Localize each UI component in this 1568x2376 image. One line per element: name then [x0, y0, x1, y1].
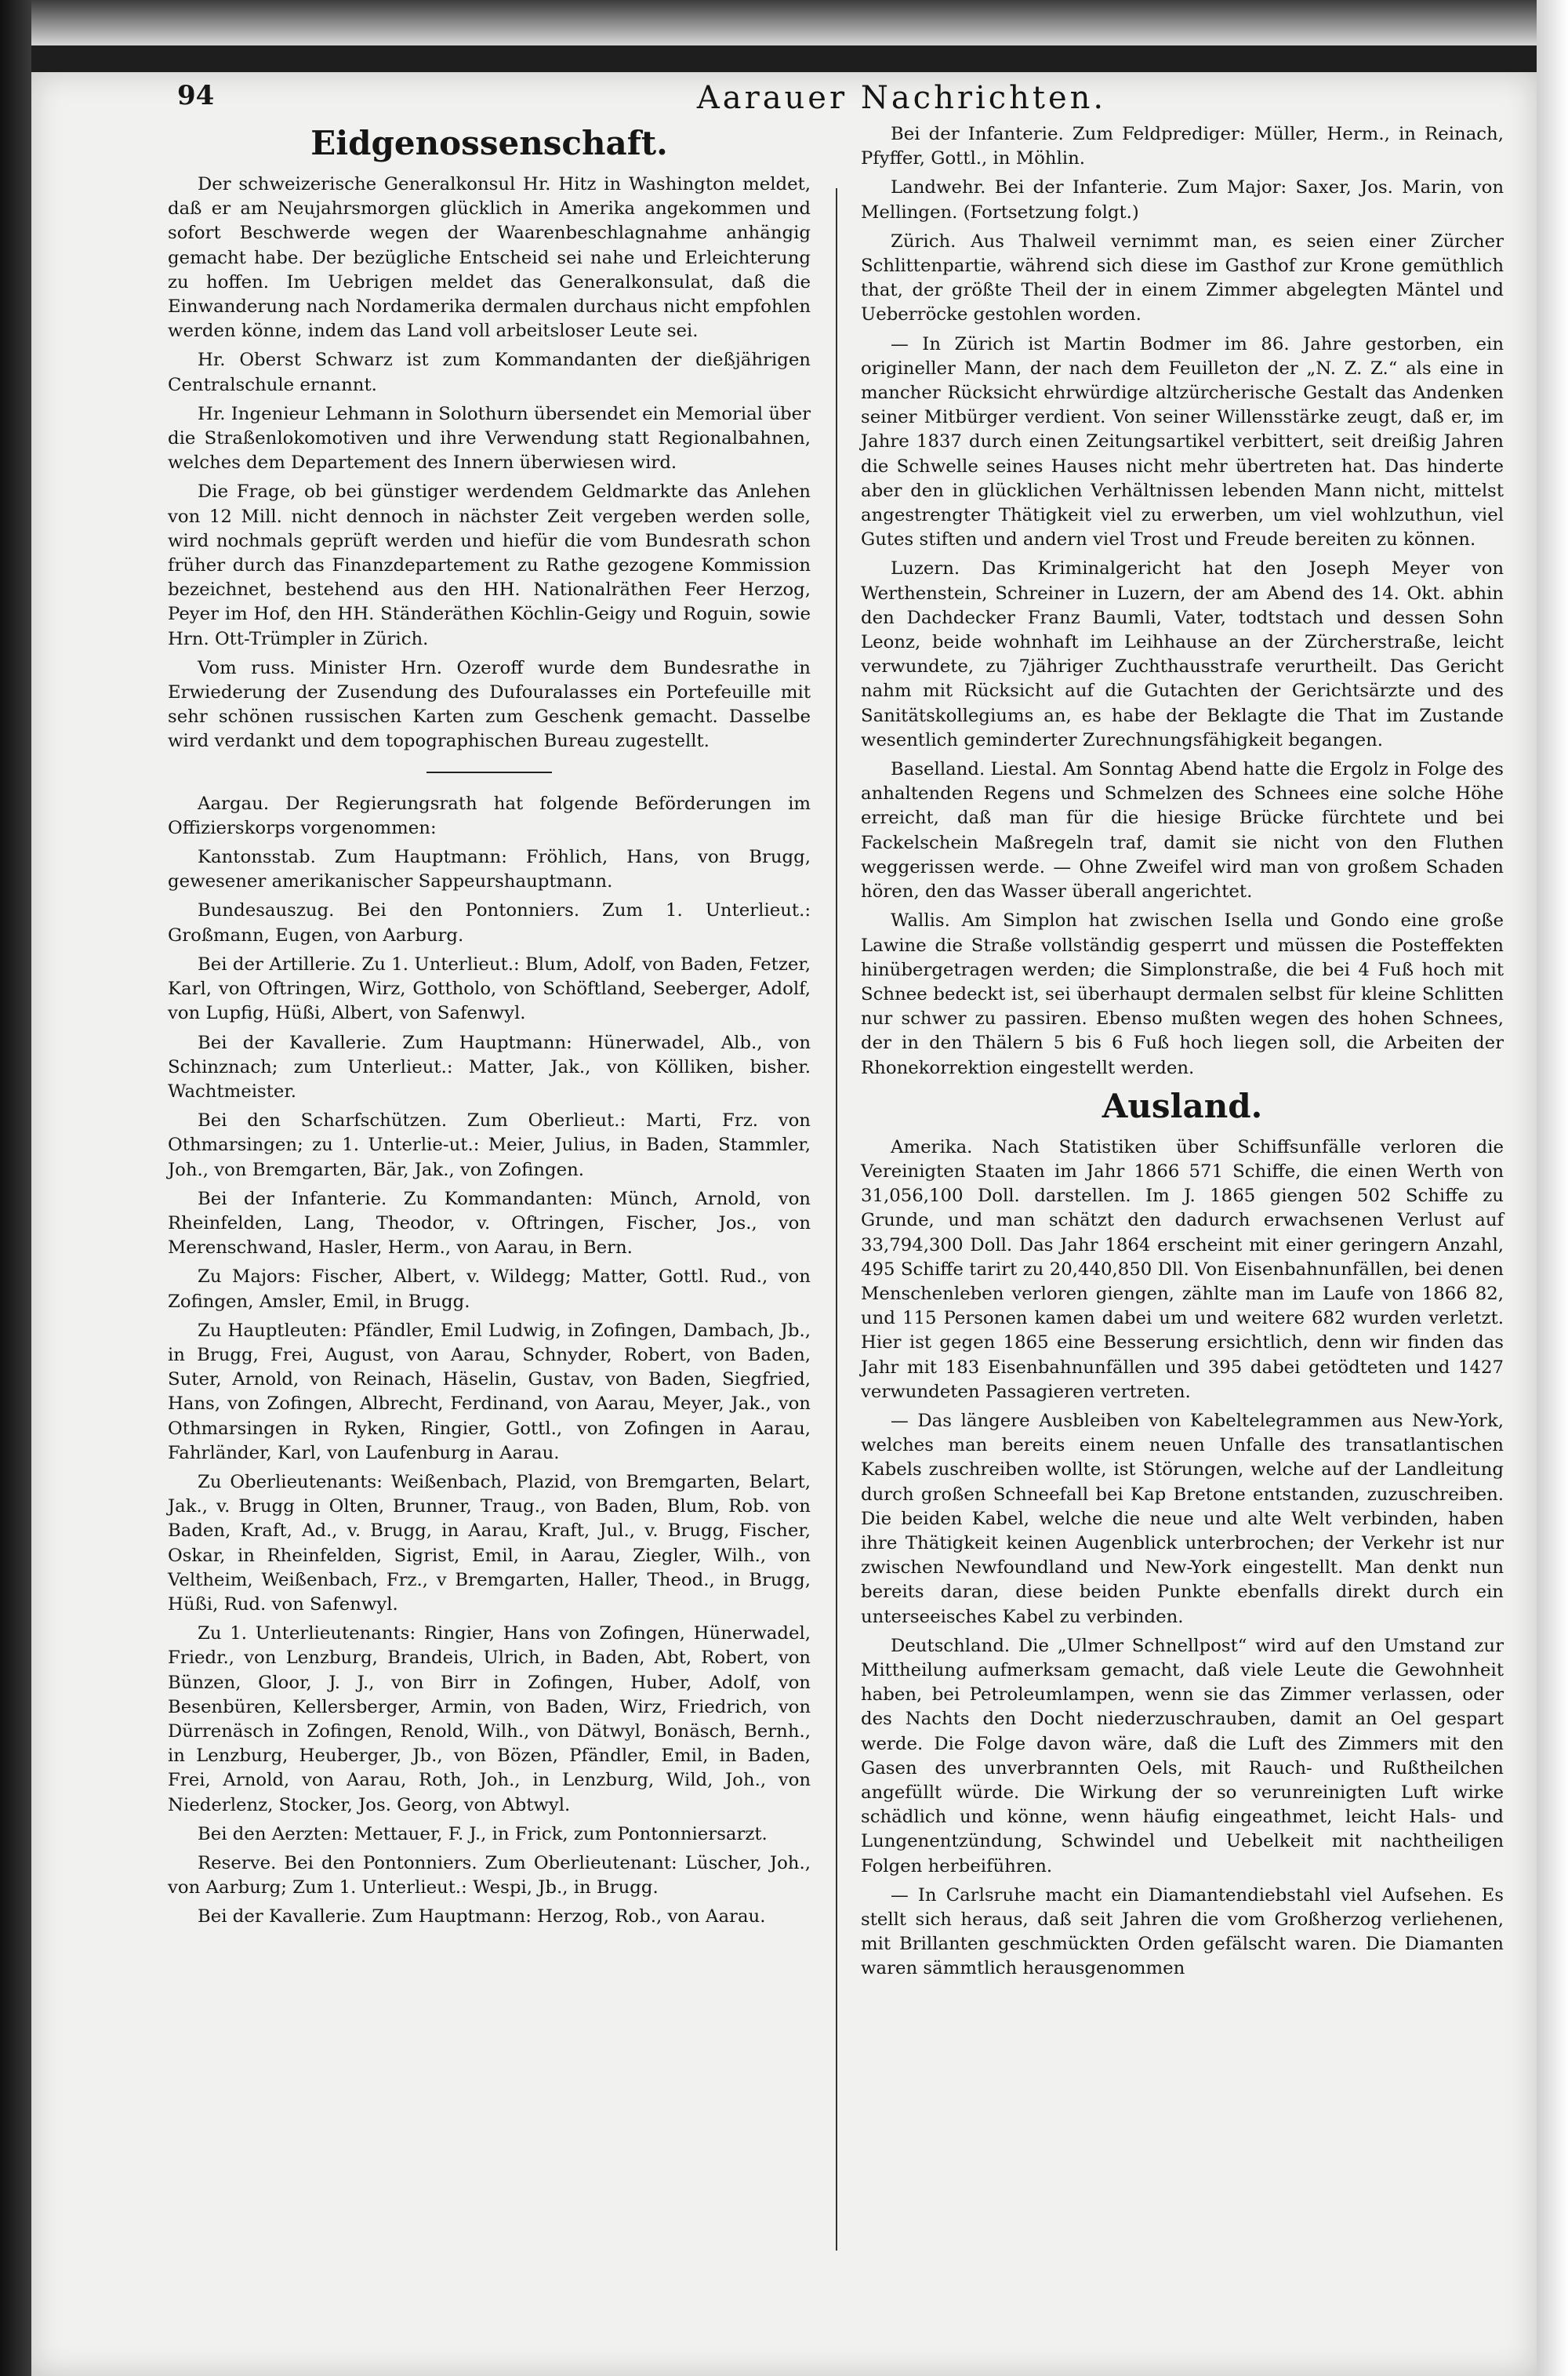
article-paragraph: Zürich. Aus Thalweil vernimmt man, es seien einer Zürcher Schlittenpartie, während sich diese im Gasthof zur Krone gemüthlich that, der größte Theil der in einem Zimmer abgelegten Mäntel und Ueberröcke gestohlen worden.	[861, 231, 1504, 325]
article-paragraph: Der schweizerische Generalkonsul Hr. Hitz in Washington meldet, daß er am Neujahrsmorgen glücklich in Amerika angekommen und sofort Beschwerde wegen der Waarenbeschlagnahme anhängig gemacht habe. Der bezügliche Entscheid sei nahe und Erleichterung zu hoffen. Im Uebrigen meldet das Generalkonsulat, daß die Einwanderung nach Nordamerika dermalen durchaus nicht empfohlen werden könne, indem das Land voll arbeitsloser Leute sei.	[168, 174, 811, 342]
article-paragraph: Hr. Ingenieur Lehmann in Solothurn übersendet ein Memorial über die Straßenlokomotiven und ihre Verwendung statt Regionalbahnen, welches dem Departement des Innern überwiesen wird.	[168, 403, 811, 474]
article-paragraph: Amerika. Nach Statistiken über Schiffsunfälle verloren die Vereinigten Staaten im Jahr 1866 571 Schiffe, die einen Werth von 31,056,100 Doll. darstellen. Im J. 1865 giengen 502 Schiffe zu Grunde, und man schätzt den dadurch erwachsenen Verlust auf 33,794,300 Doll. Das Jahr 1864 erscheint mit einer geringern Anzahl, 495 Schiffe tarirt zu 20,440,850 Dll. Von Eisenbahnunfällen, bei denen Menschenleben verloren giengen, zählte man im Laufe von 1866 82, und 115 Personen kamen dabei um und weitere 682 wurden verletzt. Hier ist gegen 1865 eine Besserung ersichtlich, denn wir finden das Jahr mit 183 Eisenbahnunfällen und 395 dabei getödteten und 1427 verwundeten Passagieren vertreten.	[861, 1136, 1504, 1402]
article-paragraph: Aargau. Der Regierungsrath hat folgende Beförderungen im Offizierskorps vorgenommen:	[168, 793, 811, 838]
article-paragraph: Bei der Infanterie. Zu Kommandanten: Münch, Arnold, von Rheinfelden, Lang, Theodor, v. Oftringen, Fischer, Jos., von Merenschwand, Hasler, Herm., von Aarau, in Bern.	[168, 1188, 811, 1259]
right-column	[861, 122, 1504, 1986]
left-column	[168, 122, 811, 1935]
article-paragraph: Wallis. Am Simplon hat zwischen Isella und Gondo eine große Lawine die Straße vollständig gesperrt und müssen die Posteffekten hinübergetragen werden; die Simplonstraße, die bei 4 Fuß hoch mit Schnee bedeckt ist, sei überhaupt dermalen selbst für kleine Schlitten nur schwer zu passiren. Ebenso mußten wegen des hohen Schnees, der in den Thälern 5 bis 6 Fuß hoch liegen soll, die Arbeiten der Rhonekorrektion eingestellt werden.	[861, 910, 1504, 1078]
scan-border-left	[0, 0, 31, 2376]
article-paragraph: Zu Oberlieutenants: Weißenbach, Plazid, von Bremgarten, Belart, Jak., v. Brugg in Olten, Brunner, Traug., von Baden, Blum, Rob. von Baden, Kraft, Ad., v. Brugg, in Aarau, Kraft, Jul., v. Brugg, Fischer, Oskar, in Rheinfelden, Sigrist, Emil, in Aarau, Ziegler, Wilh., von Veltheim, Weißenbach, Frz., v Bremgarten, Haller, Theod., in Brugg, Hüßi, Rud. von Safenwyl.	[168, 1471, 811, 1615]
article-paragraph: Zu Hauptleuten: Pfändler, Emil Ludwig, in Zofingen, Dambach, Jb., in Brugg, Frei, August, von Aarau, Schnyder, Robert, von Baden, Suter, Arnold, von Reinach, Häselin, Gustav, von Baden, Siegfried, Hans, von Zofingen, Albrecht, Ferdinand, von Aarau, Meyer, Jak., von Othmarsingen in Ryken, Ringier, Gottl., von Zofingen in Aarau, Fahrländer, Karl, von Laufenburg in Aarau.	[168, 1320, 811, 1463]
article-paragraph: Bei der Kavallerie. Zum Hauptmann: Herzog, Rob., von Aarau.	[198, 1906, 766, 1927]
article-paragraph: Bei den Scharfschützen. Zum Oberlieut.: Marti, Frz. von Othmarsingen; zu 1. Unterlie-ut.: Meier, Julius, in Baden, Stammler, Joh., von Bremgarten, Bär, Jak., von Zofingen.	[168, 1110, 811, 1180]
article-paragraph: Landwehr. Bei der Infanterie. Zum Major: Saxer, Jos. Marin, von Mellingen. (Fortsetzung folgt.)	[861, 177, 1504, 223]
section-divider	[426, 772, 552, 773]
article-paragraph: Bei den Aerzten: Mettauer, F. J., in Frick, zum Pontonniersarzt.	[198, 1823, 768, 1844]
article-paragraph: Deutschland. Die „Ulmer Schnellpost“ wird auf den Umstand zur Mittheilung aufmerksam gemacht, daß viele Leute die Gewohnheit haben, bei Petroleumlampen, wenn sie das Zimmer verlassen, oder des Nachts den Docht niederzuschrauben, damit an Oel gespart werde. Die Folge davon wäre, daß die Luft des Zimmers mit den Gasen des unverbrannten Oels, mit Rauch- und Rußtheilchen angefüllt würde. Die Wirkung der so verunreinigten Luft wirke schädlich und könne, wenn häufig eingeathmet, leicht Hals- und Lungenentzündung, Schwindel und Uebelkeit mit nachtheiligen Folgen herbeiführen.	[861, 1635, 1504, 1876]
article-paragraph: — Das längere Ausbleiben von Kabeltelegrammen aus New-York, welches man bereits einem neuen Unfalle des transatlantischen Kabels zuschreiben wollte, ist Störungen, welche auf der Landleitung durch großen Schneefall bei Kap Bretone entstanden, zuzuschreiben. Die beiden Kabel, welche die neue und alte Welt verbinden, haben ihre Thätigkeit keinen Augenblick unterbrochen; der Verkehr ist nur zwischen Newfoundland und New-York eingestellt. Man denkt nun bereits daran, diese beiden Punkte ebenfalls direkt durch ein unterseeisches Kabel zu verbinden.	[861, 1410, 1504, 1627]
article-paragraph: Reserve. Bei den Pontonniers. Zum Oberlieutenant: Lüscher, Joh., von Aarburg; Zum 1. Unterlieut.: Wespi, Jb., in Brugg.	[168, 1853, 811, 1898]
article-paragraph: — In Zürich ist Martin Bodmer im 86. Jahre gestorben, ein origineller Mann, der nach dem Feuilleton der „N. Z. Z.“ als eine in mancher Rücksicht ehrwürdige altzürcherische Gestalt das Andenken seiner Mitbürger verdient. Von seiner Willensstärke zeugt, daß er, im Jahre 1837 durch einen Zeitungsartikel verbittert, seit dreißig Jahren die Schwelle seines Hauses nicht mehr übertreten hat. Das hinderte aber den in glücklichen Verhältnissen lebenden Mann nicht, mittelst angestrengter Thätigkeit viel zu erwerben, um viel wohlzuthun, viel Gutes stiften und andern viel Trost und Freude bereiten zu können.	[861, 333, 1504, 550]
section-heading-ausland: Ausland.	[1102, 1086, 1263, 1125]
page-number: 94	[177, 80, 215, 111]
section-heading-eidgenossenschaft: Eidgenossenschaft.	[310, 124, 668, 162]
article-paragraph: Bei der Artillerie. Zu 1. Unterlieut.: Blum, Adolf, von Baden, Fetzer, Karl, von Oftringen, Wirz, Gottholo, von Schöftland, Seeberger, Adolf, von Lupfig, Hüßi, Albert, von Safenwyl.	[168, 954, 811, 1024]
scan-border-top	[0, 0, 1568, 45]
article-paragraph: Zu Majors: Fischer, Albert, v. Wildegg; Matter, Gottl. Rud., von Zofingen, Amsler, Emil, in Brugg.	[168, 1266, 811, 1312]
scan-border-right	[1537, 0, 1568, 2376]
newspaper-title: Aarauer Nachrichten.	[696, 80, 1107, 116]
article-paragraph: Kantonsstab. Zum Hauptmann: Fröhlich, Hans, von Brugg, gewesener amerikanischer Sappeurshauptmann.	[168, 847, 811, 892]
article-paragraph: Bei der Kavallerie. Zum Hauptmann: Hünerwadel, Alb., von Schinznach; zum Unterlieut.: Matter, Jak., von Kölliken, bisher. Wachtmeister.	[168, 1032, 811, 1102]
article-paragraph: Die Frage, ob bei günstiger werdendem Geldmarkte das Anlehen von 12 Mill. nicht dennoch in nächster Zeit vergeben werden solle, wird nochmals geprüft werden und hiefür die vom Bundesrath schon früher durch das Finanzdepartement zu Rathe gezogene Kommission bezeichnet, bestehend aus den HH. Nationalräthen Feer Herzog, Peyer im Hof, den HH. Ständeräthen Köchlin-Geigy und Roguin, sowie Hrn. Ott-Trümpler in Zürich.	[168, 481, 811, 649]
article-paragraph: Baselland. Liestal. Am Sonntag Abend hatte die Ergolz in Folge des anhaltenden Regens und Schmelzen des Schnees eine solche Höhe erreicht, daß man für die hiesige Brücke fürchtete und bei Fackelschein Maßregeln traf, damit sie nicht von den Fluthen weggerissen werde. — Ohne Zweifel wird man von großem Schaden hören, den das Wasser überall angerichtet.	[861, 759, 1504, 903]
article-paragraph: Luzern. Das Kriminalgericht hat den Joseph Meyer von Werthenstein, Schreiner in Luzern, der am Abend des 14. Okt. abhin den Dachdecker Franz Baumli, Vater, todtstach und dessen Sohn Leonz, beide wohnhaft im Leihhause an der Zürcherstraße, leicht verwundete, zu 7jähriger Zuchthausstrafe verurtheilt. Das Gericht nahm mit Rücksicht auf die Gutachten der Gerichtsärzte und des Sanitätskollegiums an, es habe der Beklagte die That im Zustande wesentlich geminderter Zurechnungsfähigkeit begangen.	[861, 558, 1504, 750]
article-paragraph: Bei der Infanterie. Zum Feldprediger: Müller, Herm., in Reinach, Pfyffer, Gottl., in Möhlin.	[861, 124, 1504, 169]
article-paragraph: Bundesauszug. Bei den Pontonniers. Zum 1. Unterlieut.: Großmann, Eugen, von Aarburg.	[168, 900, 811, 946]
article-paragraph: Vom russ. Minister Hrn. Ozeroff wurde dem Bundesrathe in Erwiederung der Zusendung des Dufouralasses ein Portefeuille mit sehr schönen russischen Karten zum Geschenk gemacht. Dasselbe wird verdankt und dem topographischen Bureau zugestellt.	[168, 657, 811, 752]
article-paragraph: — In Carlsruhe macht ein Diamantendiebstahl viel Aufsehen. Es stellt sich heraus, daß seit Jahren die vom Großherzog verliehenen, mit Brillanten geschmückten Orden gefälscht waren. Die Diamanten waren sämmtlich herausgenommen	[861, 1884, 1504, 1979]
column-divider	[836, 188, 837, 2251]
article-paragraph: Zu 1. Unterlieutenants: Ringier, Hans von Zofingen, Hünerwadel, Friedr., von Lenzburg, Brandeis, Ulrich, in Baden, Abt, Robert, von Bünzen, Gloor, J. J., von Birr in Zofingen, Huber, Adolf, von Besenbüren, Kellersberger, Armin, von Baden, Wirz, Friedrich, von Dürrenäsch in Zofingen, Renold, Wilh., von Dätwyl, Bonäsch, Bernh., in Lenzburg, Heuberger, Jb., von Bözen, Pfändler, Emil, in Baden, Frei, Arnold, von Aarau, Roth, Joh., in Lenzburg, Wild, Joh., von Niederlenz, Stocker, Jos. Georg, von Abtwyl.	[168, 1623, 811, 1815]
article-paragraph: Hr. Oberst Schwarz ist zum Kommandanten der dießjährigen Centralschule ernannt.	[168, 350, 811, 395]
